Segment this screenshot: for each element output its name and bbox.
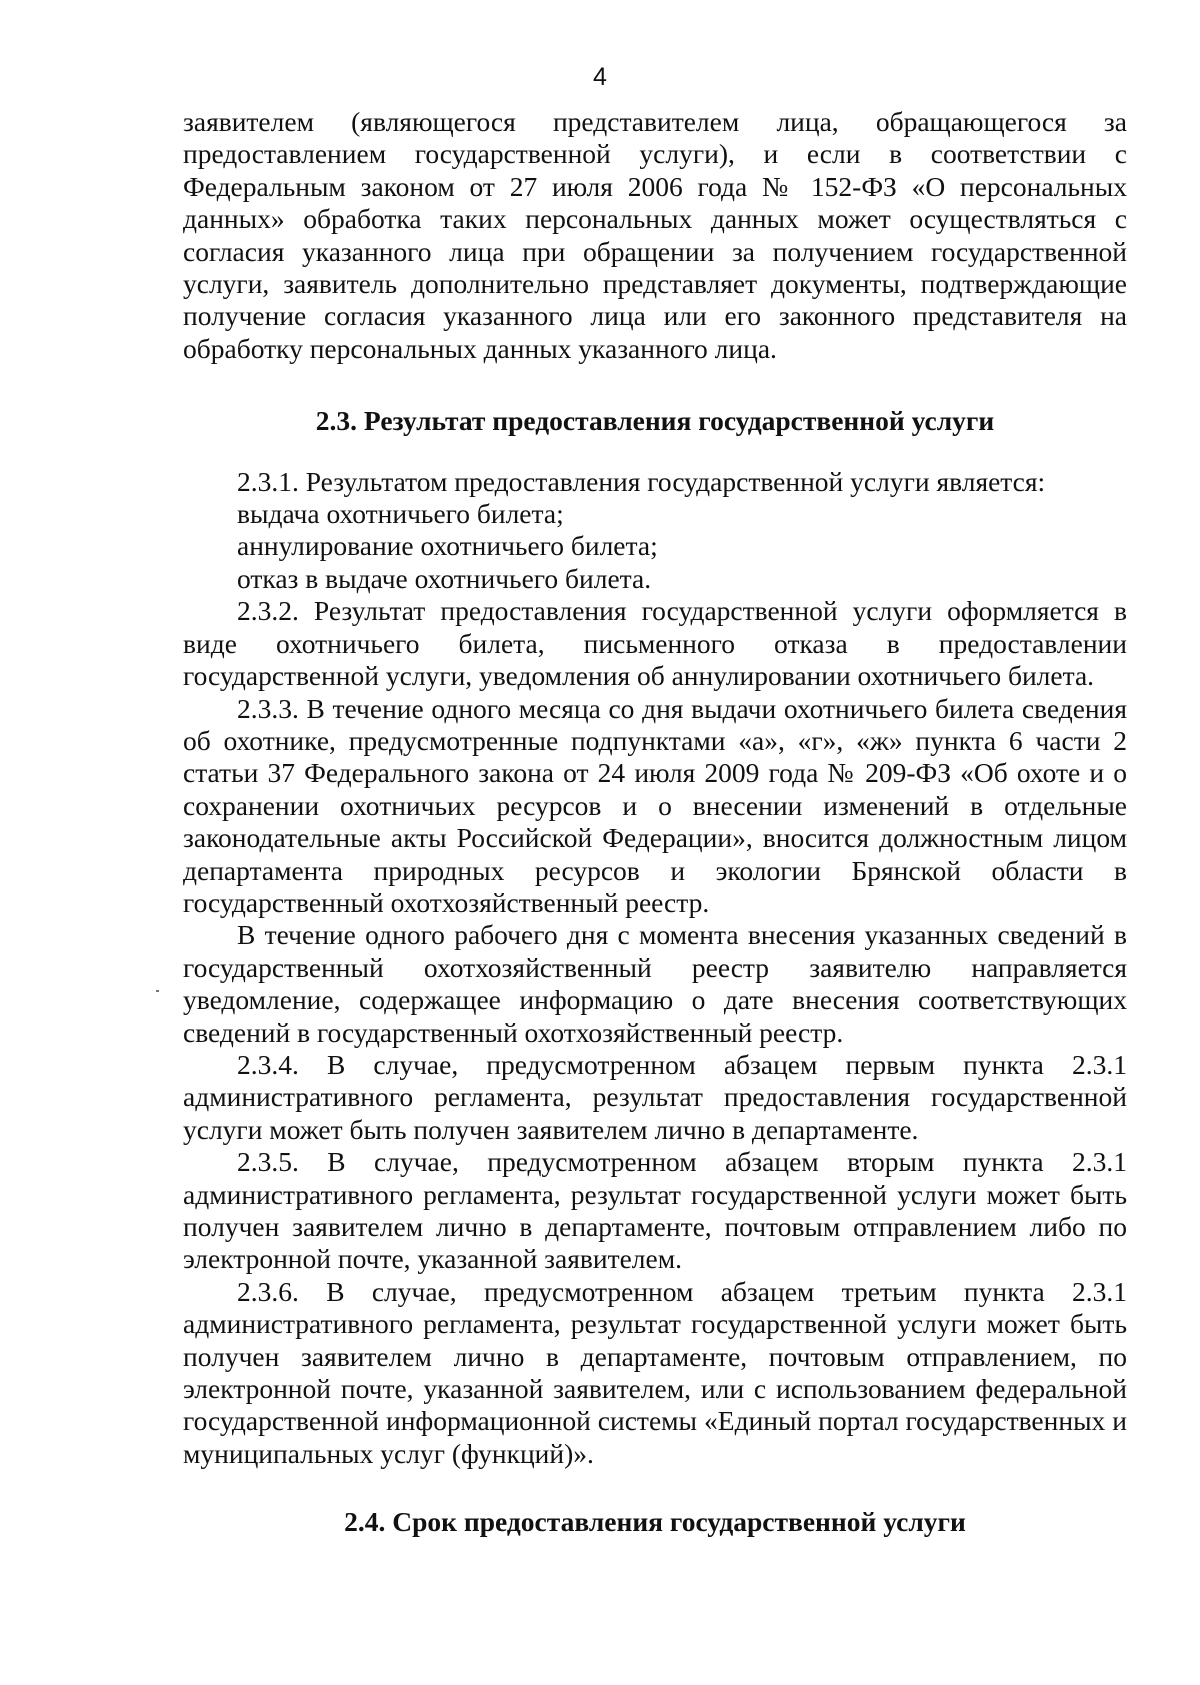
result-item: выдача охотничьего билета;: [237, 498, 564, 530]
paragraph-2-3-1: 2.3.1. Результатом предоставления государственной услуги является:: [237, 465, 1046, 497]
paragraph-2-3-5: 2.3.5. В случае, предусмотренном абзацем вторым пункта 2.3.1 административного регламента, результат государственной услуги может быть получен заявителем лично в департаменте, почтовым отправлением либо по электронной почте, указанной заявителем.: [183, 1146, 1127, 1275]
result-item: аннулирование охотничьего билета;: [237, 530, 658, 562]
paragraph-2-3-3: 2.3.3. В течение одного месяца со дня выдачи охотничьего билета сведения об охотнике, предусмотренные подпунктами «а», «г», «ж» пункта 6 части 2 статьи 37 Федерального закона от 24 июля 2009 года № 209-ФЗ «Об охоте и о сохранении охотничьих ресурсов и о внесении изменений в отдельные законодательные акты Российской Федерации», вносится должностным лицом департамента природных ресурсов и экологии Брянской области в государственный охотхозяйственный реестр.: [183, 692, 1127, 918]
paragraph-2-3-6: 2.3.6. В случае, предусмотренном абзацем третьим пункта 2.3.1 административного регламента, результат государственной услуги может быть получен заявителем лично в департаменте, почтовым отправлением, по электронной почте, указанной заявителем, или с использованием федеральной государственной информационной системы «Единый портал государственных и муниципальных услуг (функций)».: [183, 1275, 1127, 1469]
section-2-4-heading: 2.4. Срок предоставления государственной услуги: [344, 1506, 966, 1538]
result-item: отказ в выдаче охотничьего билета.: [237, 562, 652, 594]
intro-paragraph: заявителем (являющегося представителем лица, обращающегося за предоставлением государственной услуги), и если в соответствии с Федеральным законом от 27 июля 2006 года № 152-ФЗ «О персональных данных» обработка таких персональных данных может осуществляться с согласия указанного лица при обращении за получением государственной услуги, заявитель дополнительно представляет документы, подтверждающие получение согласия указанного лица или его законного представителя на обработку персональных данных указанного лица.: [183, 106, 1127, 364]
paragraph-2-3-3-continued: В течение одного рабочего дня с момента внесения указанных сведений в государственный охотхозяйственный реестр заявителю направляется уведомление, содержащее информацию о дате внесения соответствующих сведений в государственный охотхозяйственный реестр.: [183, 919, 1127, 1048]
paragraph-2-3-2: 2.3.2. Результат предоставления государственной услуги оформляется в виде охотничьего билета, письменного отказа в предоставлении государственной услуги, уведомления об аннулировании охотничьего билета.: [183, 595, 1127, 692]
scan-artifact: [156, 990, 159, 992]
section-2-3-heading: 2.3. Результат предоставления государственной услуги: [315, 405, 995, 437]
page-number: 4: [593, 63, 607, 91]
paragraph-2-3-4: 2.3.4. В случае, предусмотренном абзацем первым пункта 2.3.1 административного регламента, результат предоставления государственной услуги может быть получен заявителем лично в департаменте.: [183, 1048, 1127, 1145]
intro-block: [183, 106, 1127, 365]
section-2-3-body: [183, 466, 1127, 1471]
document-body: [183, 106, 1127, 1539]
